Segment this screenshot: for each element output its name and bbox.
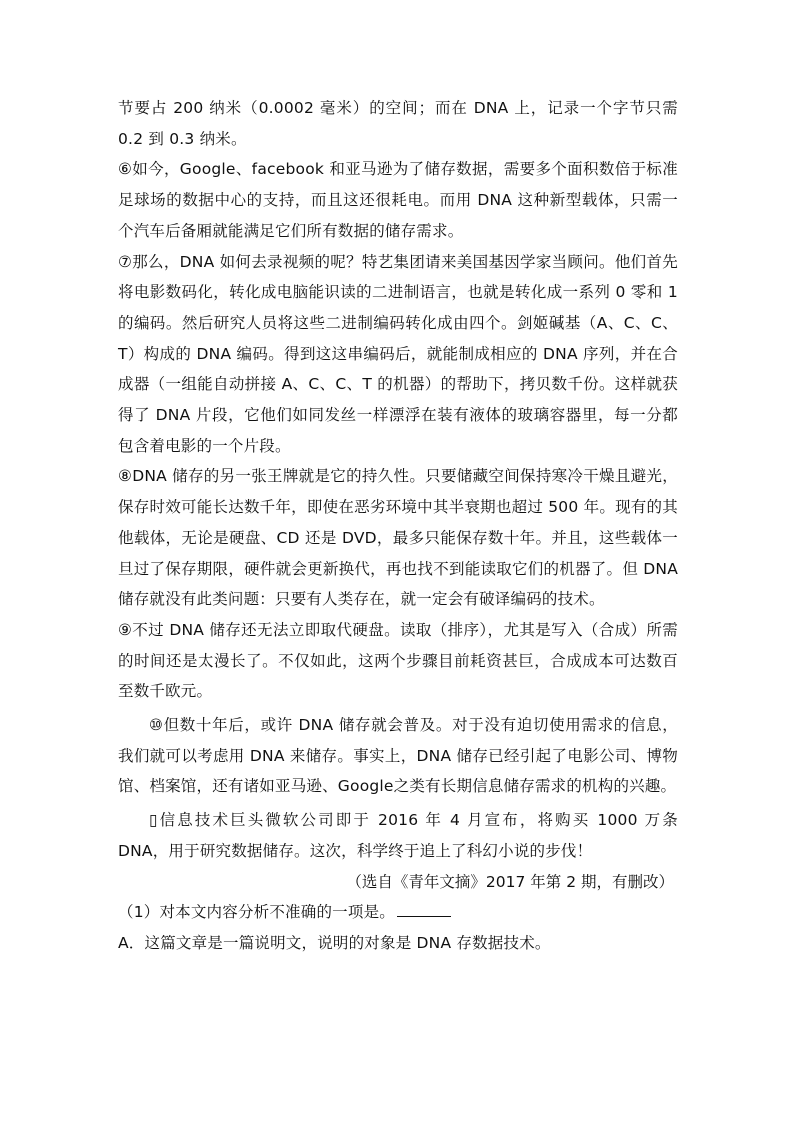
answer-blank[interactable] bbox=[397, 902, 451, 917]
option-a: A．这篇文章是一篇说明文，说明的对象是 DNA 存数据技术。 bbox=[118, 933, 551, 952]
paragraph-8: ⑧DNA 储存的另一张王牌就是它的持久性。只要储藏空间保持寒冷干燥且避光，保存时效可能长达数千年，即使在恶劣环境中其半衰期也超过 500 年。现有的其他载体，无论是硬盘、CD 还是 DVD，最多只能保存数十年。并且，这些载体一旦过了保存期限，硬件就会更新换代，再也找不到能读取它们的机器了。但 DNA 储存就没有此类问题：只要有人类存在，就一定会有破译编码的技术。 bbox=[118, 467, 678, 609]
document-page bbox=[118, 93, 678, 959]
paragraph-5-continued: 节要占 200 纳米（0.0002 毫米）的空间；而在 DNA 上，记录一个字节只需 0.2 到 0.3 纳米。 bbox=[118, 99, 678, 148]
source-citation: （选自《青年文摘》2017 年第 2 期，有删改） bbox=[346, 872, 674, 891]
paragraph-6: ⑥如今，Google、facebook 和亚马逊为了储存数据，需要多个面积数倍于标准足球场的数据中心的支持，而且这还很耗电。而用 DNA 这种新型载体，只需一个汽车后备厢就能满足它们所有数据的储存需求。 bbox=[118, 160, 678, 240]
question-1 bbox=[118, 897, 678, 928]
paragraph-10: ⑩但数十年后，或许 DNA 储存就会普及。对于没有迫切使用需求的信息，我们就可以考虑用 DNA 来储存。事实上，DNA 储存已经引起了电影公司、博物馆、档案馆，还有诸如亚马逊、Google之类有长期信息储存需求的机构的兴趣。 bbox=[118, 716, 678, 796]
paragraph-9: ⑨不过 DNA 储存还无法立即取代硬盘。读取（排序），尤其是写入（合成）所需的时间还是太漫长了。不仅如此，这两个步骤目前耗资甚巨，合成成本可达数百至数千欧元。 bbox=[118, 620, 678, 701]
paragraph-11 bbox=[118, 805, 678, 866]
paragraph-7: ⑦那么，DNA 如何去录视频的呢？特艺集团请来美国基因学家当顾问。他们首先将电影数码化，转化成电脑能识读的二进制语言，也就是转化成一系列 0 零和 1 的编码。然后研究人员将这些二进制编码转化成由四个。剑姬碱基（A、C、C、T）构成的 DNA 编码。得到这这串编码后，就能制成相应的 DNA 序列，并在合成器（一组能自动拼接 A、C、C、T 的机器）的帮助下，拷贝数千份。这样就获得了 DNA 片段，它他们如同发丝一样漂浮在装有液体的玻璃容器里，每一分都包含着电影的一个片段。 bbox=[118, 252, 678, 455]
paragraph-11-text: 信息技术巨头微软公司即于 2016 年 4 月宣布，将购买 1000 万条 DNA，用于研究数据储存。这次，科学终于追上了科幻小说的步伐！ bbox=[118, 811, 678, 860]
question-1-text: （1）对本文内容分析不准确的一项是。 bbox=[118, 903, 395, 922]
paragraph-11-marker: ▯ bbox=[149, 811, 158, 830]
